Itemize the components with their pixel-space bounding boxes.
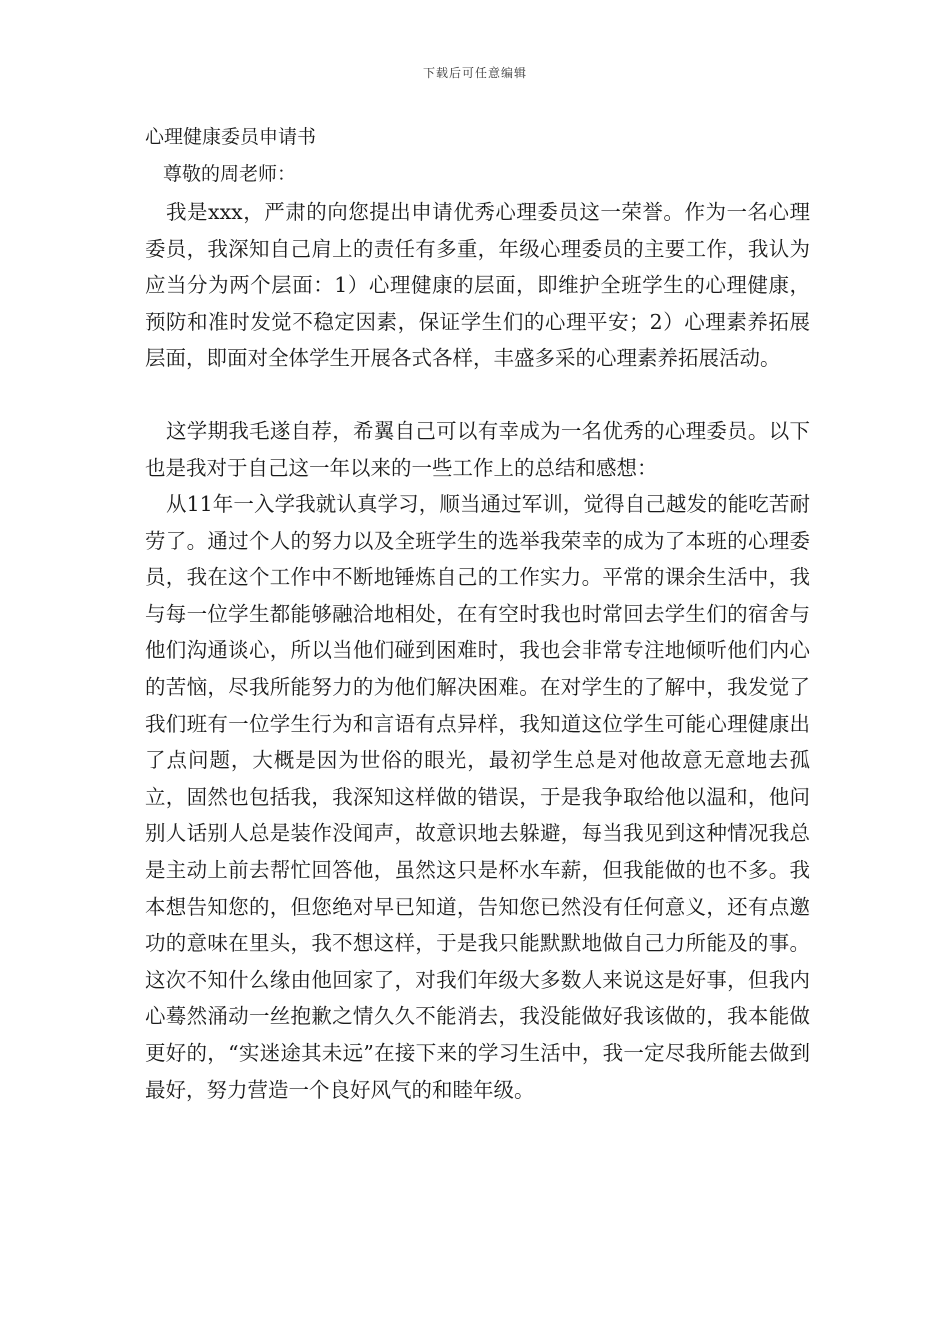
document-title: 心理健康委员申请书	[145, 126, 317, 148]
paragraph-2: 这学期我毛遂自荐，希翼自己可以有幸成为一名优秀的心理委员。以下也是我对于自己这一年以来的一些工作上的总结和感想：	[145, 419, 810, 480]
paragraph-3: 从11年一入学我就认真学习，顺当通过军训，觉得自己越发的能吃苦耐劳了。通过个人的努力以及全班学生的选举我荣幸的成为了本班的心理委员，我在这个工作中不断地锤炼自己的工作实力。平常的课余生活中，我与每一位学生都能够融洽地相处，在有空时我也时常回去学生们的宿舍与他们沟通谈心，所以当他们碰到困难时，我也会非常专注地倾听他们内心的苦恼，尽我所能努力的为他们解决困难。在对学生的了解中，我发觉了我们班有一位学生行为和言语有点异样，我知道这位学生可能心理健康出了点问题，大概是因为世俗的眼光，最初学生总是对他故意无意地去孤立，固然也包括我，我深知这样做的错误，于是我争取给他以温和，他问别人话别人总是装作没闻声，故意识地去躲避，每当我见到这种情况我总是主动上前去帮忙回答他，虽然这只是杯水车薪，但我能做的也不多。我本想告知您的，但您绝对早已知道，告知您已然没有任何意义，还有点邀功的意味在里头，我不想这样，于是我只能默默地做自己力所能及的事。这次不知什么缘由他回家了，对我们年级大多数人来说这是好事，但我内心蓦然涌动一丝抱歉之情久久不能消去，我没能做好我该做的，我本能做更好的，“实迷途其未远”在接下来的学习生活中，我一定尽我所能去做到最好，努力营造一个良好风气的和睦年级。	[145, 492, 810, 1102]
salutation: 尊敬的周老师：	[163, 163, 297, 185]
paragraph-1: 我是xxx，严肃的向您提出申请优秀心理委员这一荣誉。作为一名心理委员，我深知自己肩上的责任有多重，年级心理委员的主要工作，我认为应当分为两个层面：1）心理健康的层面，即维护全班学生的心理健康，预防和准时发觉不稳定因素，保证学生们的心理平安；2）心理素养拓展层面，即面对全体学生开展各式各样，丰盛多采的心理素养拓展活动。	[145, 200, 810, 371]
header-note: 下载后可任意编辑	[422, 66, 527, 80]
